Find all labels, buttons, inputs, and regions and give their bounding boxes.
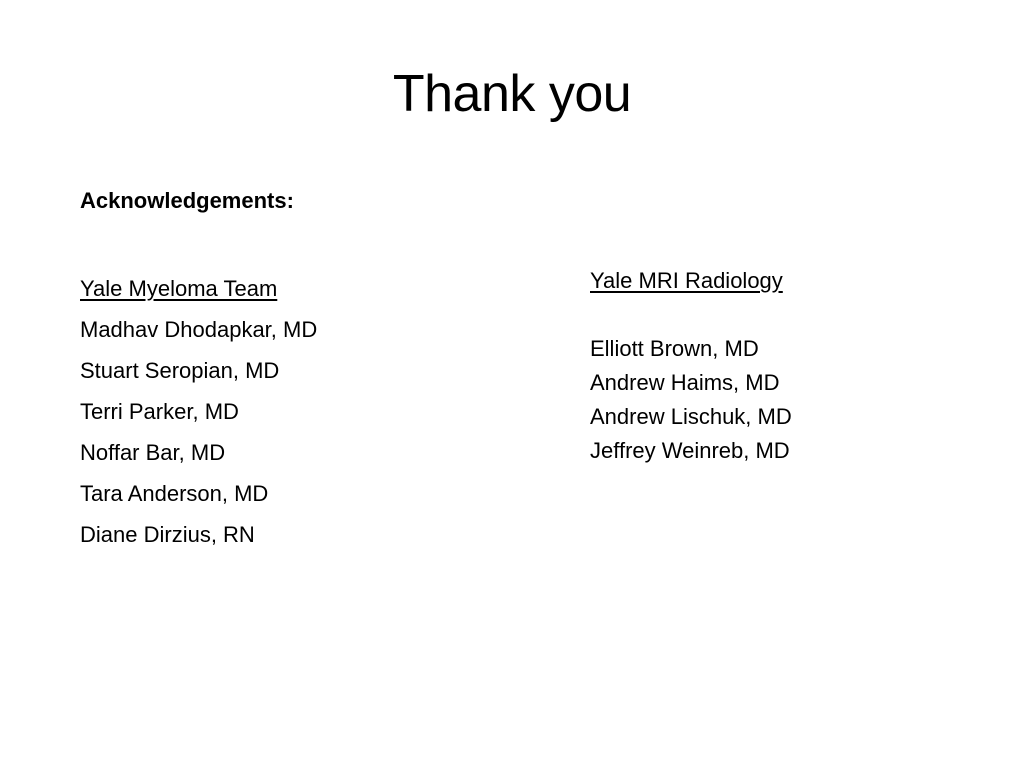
- member-name: Andrew Haims, MD: [590, 370, 780, 395]
- member-name: Tara Anderson, MD: [80, 481, 269, 506]
- member-name: Andrew Lischuk, MD: [590, 404, 792, 429]
- left-group: [80, 268, 510, 555]
- member-name: Noffar Bar, MD: [80, 440, 226, 465]
- member-name: Stuart Seropian, MD: [80, 358, 280, 383]
- group-title-mri-radiology: Yale MRI Radiology: [590, 268, 783, 293]
- group-title-myeloma-team: Yale Myeloma Team: [80, 276, 278, 301]
- slide-title: Thank you: [392, 65, 632, 123]
- member-name: Elliott Brown, MD: [590, 336, 759, 361]
- member-name: Terri Parker, MD: [80, 399, 239, 424]
- member-name: Diane Dirzius, RN: [80, 522, 255, 547]
- member-name: Jeffrey Weinreb, MD: [590, 438, 790, 463]
- right-group: [590, 264, 990, 468]
- member-name: Madhav Dhodapkar, MD: [80, 317, 318, 342]
- spacer: [590, 298, 990, 332]
- acknowledgements-heading: Acknowledgements:: [80, 188, 294, 213]
